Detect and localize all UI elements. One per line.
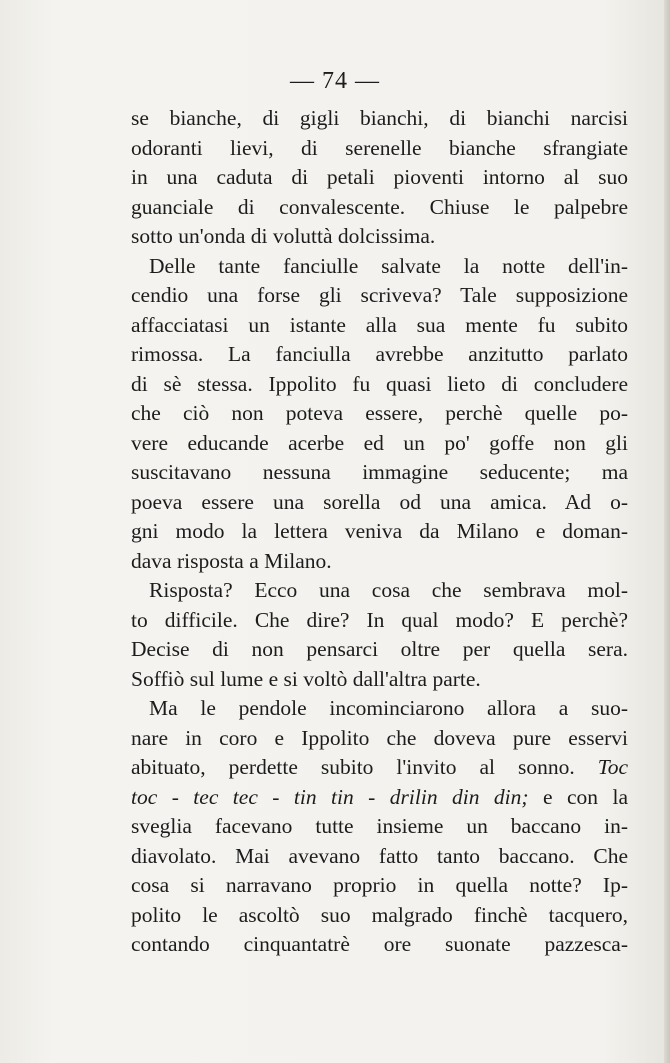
text-fragment: abituato, perdette subito l'invito al sonno. [131,755,575,779]
text-line [131,753,628,783]
text-line: Ma le pendole incominciarono allora a suo- [149,696,628,720]
body-text [131,104,628,960]
text-line: dava risposta a Milano. [131,548,332,573]
text-line: cosa si narravano proprio in quella notte? Ip- [131,873,628,897]
text-fragment: e con la [543,784,628,809]
text-line: di sè stessa. Ippolito fu quasi lieto di concludere [131,371,628,396]
text-line: suscitavano nessuna immagine seducente; ma [131,460,628,484]
paragraph [131,252,628,577]
text-line: se bianche, di gigli bianchi, di bianchi narcisi [131,106,628,130]
text-line: guanciale di convalescente. Chiuse le palpebre [131,194,628,219]
text-line: Decise di non pensarci oltre per quella sera. [131,637,628,661]
paragraph [131,576,628,694]
text-line: nare in coro e Ippolito che doveva pure esservi [131,725,628,750]
text-line: che ciò non poteva essere, perchè quelle po- [131,401,628,425]
text-line: cendio una forse gli scriveva? Tale supposizione [131,283,628,307]
text-line: in una caduta di petali pioventi intorno al suo [131,165,628,189]
text-line: polito le ascoltò suo malgrado finchè tacquero, [131,902,628,927]
paragraph [131,694,628,960]
text-line: diavolato. Mai avevano fatto tanto baccano. Che [131,843,628,868]
text-line: gni modo la lettera veniva da Milano e doman- [131,519,628,543]
text-line: contando cinquantatrè ore suonate pazzesca- [131,932,628,956]
text-line: sveglia facevano tutte insieme un baccano in- [131,814,628,838]
text-line [131,783,628,813]
text-line: Soffiò sul lume e si voltò dall'altra parte. [131,666,481,691]
text-line: rimossa. La fanciulla avrebbe anzitutto parlato [131,342,628,366]
text-line: affacciatasi un istante alla sua mente fu subito [131,312,628,337]
text-line: to difficile. Che dire? In qual modo? E perchè? [131,607,628,632]
text-line: vere educande acerbe ed un po' goffe non gli [131,430,628,455]
text-line: sotto un'onda di voluttà dolcissima. [131,224,436,248]
page-number: — 74 — [290,68,380,94]
italic-fragment: toc - tec tec - tin tin - drilin din din; [131,784,529,809]
text-line: poeva essere una sorella od una amica. Ad o- [131,489,628,514]
paragraph [131,104,628,252]
italic-fragment: Toc [597,755,628,779]
text-line: Risposta? Ecco una cosa che sembrava mol- [149,578,628,602]
text-line: Delle tante fanciulle salvate la notte dell'in- [149,253,628,278]
page-edge-shadow [664,0,670,1063]
text-line: odoranti lievi, di serenelle bianche sfrangiate [131,135,628,160]
